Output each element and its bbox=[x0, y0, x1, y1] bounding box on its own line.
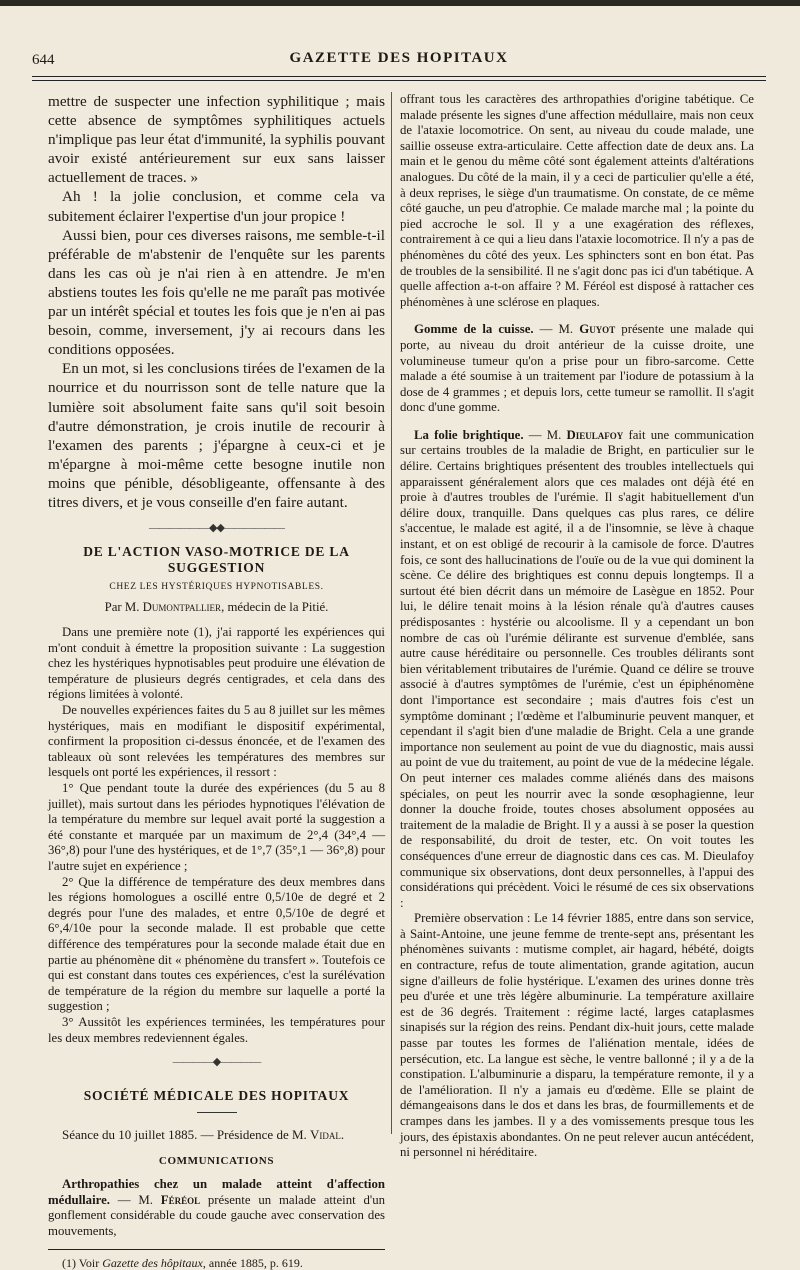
paragraph: En un mot, si les conclusions tirées de l'examen de la nourrice et du nourrisson sont de telle nature que la lumière soit absolument faite sans qu'il soit besoin d'autre démonstration, je crois inutile de recourir à l'examen des parents ; j'épargne à ceux-ci et je m'épargne à moi-même cette besogne inutile non moins que pénible, désobligeante, offensante à des titres divers, et je vous conseille d'en faire autant. bbox=[48, 360, 385, 511]
paragraph-text: fait une communication sur certains troubles de la maladie de Bright, en particulier sur le délire. Certains brightiques présentent des troubles intellectuels qui apparaissent généralement alors que ces malades ont déjà été en proie à d'autres troubles de l'urémie. Il s'agit habituellement d'un délire doux, tranquille. Dans quelques cas plus rares, ce délire s'accentue, le malade est agité, il a de l'insomnie, se lève à chaque instant, et on est obligé de recourir à la camisole de force. D'autres fois, ce sont des hallucinations de l'ouïe ou de la vue qui dominent la scène. Ce délire des brightiques est connu depuis longtemps. Il a surtout été bien décrit dans un mémoire de Lasègue en 1852. Pour lui, le délire tenait moins à la lésion rénale qu'à d'autres causes prédisposantes : hystérie ou alcoolisme. Il y a cependant un bon nombre de cas où l'urémie délirante est survenue d'emblée, sans autre cause héréditaire ou personnelle. Ces troubles délirants sont bien véritablement tributaires de l'urémie. Quand ce délire se trouve associé à d'autres symptômes de l'urémie, c'est un épiphénomène dont l'importance est secondaire ; mais d'autres fois c'est un symptôme dominant ; l'œdème et l'albuminurie peuvent manquer, et cependant il s'agit bien d'une maladie de Bright. Cela a une grande importance non seulement au point de vue du diagnostic, mais aussi au point de vue du traitement, au point de vue de la médecine légale. On peut interner ces malades comme aliénés dans des maisons spéciales, on peut les nourrir avec la sonde œsophagienne, leur donner la douche froide, toutes choses absolument opposées au traitement de la maladie de Bright. Il y a aussi à se poser la question de responsabilité, du droit de tester, etc. On voit toutes les conséquences d'une erreur de diagnostic dans ces cas. M. Dieulafoy communique six observations, dont deux personnelles, à l'appui des considérations qui précèdent. Voici le résumé de ces six observations : bbox=[400, 427, 754, 910]
footnote bbox=[48, 1256, 385, 1270]
footnote-number: (1) Voir bbox=[62, 1256, 103, 1270]
author-name: Féréol bbox=[160, 1192, 201, 1207]
subsection-title: La folie brightique. bbox=[414, 427, 524, 442]
paragraph: mettre de suspecter une infection syphilitique ; mais cette absence de symptômes syphilitiques actuels n'implique pas leur état d'immunité, la syphilis pouvant avoir existé antérieurement sur eux sans laisser actuellement de traces. » bbox=[48, 93, 385, 187]
section-ornament: ——————◆◆—————— bbox=[149, 522, 284, 535]
column-divider bbox=[391, 92, 392, 1134]
paragraph bbox=[400, 322, 754, 416]
page-header bbox=[32, 50, 766, 72]
paragraph: 3° Aussitôt les expériences terminées, les températures pour les deux membres redeviennent égales. bbox=[48, 1014, 385, 1045]
subsection-title: Arthropathies chez un malade atteint d'affection médullaire. bbox=[48, 1177, 385, 1207]
byline-author: Dumontpallier bbox=[142, 600, 222, 615]
dash: — M. bbox=[109, 1192, 161, 1207]
paragraph bbox=[48, 1177, 385, 1239]
short-rule bbox=[197, 1112, 237, 1113]
running-head: GAZETTE DES HOPITAUX bbox=[289, 50, 509, 66]
page-number: 644 bbox=[32, 52, 55, 68]
scan-top-edge bbox=[0, 0, 800, 6]
paragraph: Dans une première note (1), j'ai rapporté les expériences qui m'ont conduit à émettre la proposition suivante : La suggestion chez les hystériques hypnotisables peut produire une élévation de température de plusieurs degrés centigrades, et cela dans des régions limitées à volonté. bbox=[48, 625, 385, 702]
left-column bbox=[48, 92, 385, 1270]
dash: — M. bbox=[533, 322, 580, 337]
seance-president: Vidal bbox=[310, 1127, 341, 1143]
subsection-title: Gomme de la cuisse. bbox=[414, 322, 534, 337]
seance-prefix: Séance du 10 juillet 1885. — Présidence de M. bbox=[62, 1127, 307, 1143]
communications-heading: COMMUNICATIONS bbox=[158, 1155, 275, 1168]
paragraph: 1° Que pendant toute la durée des expériences (du 5 au 8 juillet), mais surtout dans les périodes hypnotiques l'élévation de la température du membre sur lequel avait porté la suggestion a été constante et marquée par un maximum de 2°,4 (34°,4 — 36°,8) pour l'une des hystériques, et de 1°,7 (35°,1 — 36°,8) pour l'autre sujet en expérience ; bbox=[48, 781, 385, 873]
paragraph: De nouvelles expériences faites du 5 au 8 juillet sur les mêmes hystériques, mais en modifiant le dispositif expérimental, confirment la proposition ci-dessus énoncée, et de l'examen des tableaux où sont relevées les températures des membres sur lesquels ont porté les expériences, il ressort : bbox=[48, 703, 385, 780]
paragraph: Ah ! la jolie conclusion, et comme cela va subitement éclairer l'expertise d'un jour propice ! bbox=[48, 188, 385, 225]
paragraph: offrant tous les caractères des arthropathies d'origine tabétique. Ce malade présente les signes d'une affection médullaire, mais non ceux de l'ataxie locomotrice. On sent, au niveau du coude malade, une saillie osseuse extra-articulaire. Cette affection date de deux ans. La main et le genou du même côté sont également atteints d'altérations analogues. Du côté de la main, il y a ceci de particulier qu'elle a été, à deux reprises, le siège d'un traumatisme. On constate, de ce même côté gauche, un peu d'atrophie. Ce malade marche mal ; la pointe du pied accroche le sol. Il y a une exagération des réflexes, contrairement à ce qui a lieu dans l'ataxie locomotrice. Il n'y a pas de phénomènes du côté des yeux. Les sphincters sont en bon état. Pas de troubles de la sensibilité. Il ne s'agit donc pas ici d'un tabétique. A quelle affection a-t-on affaire ? M. Féréol est disposé à rattacher ces phénomènes à une sclérose en plaques. bbox=[400, 92, 754, 309]
header-rule-thin bbox=[32, 80, 766, 81]
byline-prefix: Par M. bbox=[104, 600, 140, 615]
seance-suffix: . bbox=[340, 1127, 345, 1143]
article-subtitle: CHEZ LES HYSTÉRIQUES HYPNOTISABLES. bbox=[109, 582, 324, 593]
paragraph: Aussi bien, pour ces diverses raisons, me semble-t-il préférable de m'abstenir de l'enquête sur les parents dans les cas où je n'ai rien à en attendre. Je m'en abstiens toutes les fois qu'elle ne me paraît pas motivée par un intérêt spécial et toutes les fois que je n'en ai pas besoin, comme, inversement, j'y ai recours dans les conditions opposées. bbox=[48, 226, 385, 359]
author-name: Dieulafoy bbox=[566, 427, 624, 442]
footnote-ref: , année 1885, p. 619. bbox=[202, 1256, 303, 1270]
footnote-journal: Gazette des hôpitaux bbox=[102, 1256, 203, 1270]
paragraph: 2° Que la différence de température des deux membres dans les régions homologues a oscillé entre 0,5/10e de degré et 2 degrés pour l'une des malades, et entre 0,5/10e de degré et 6°,4/10e pour la seconde malade. Il est probable que cette différence des températures pour la seconde malade était due en partie au phénomène dit « phénomène du transfert ». Toutefois ce qui est constant dans toutes ces expériences, c'est la surélévation de température de la région du membre sur laquelle a porté la suggestion ; bbox=[48, 874, 385, 1014]
byline-suffix: , médecin de la Pitié. bbox=[221, 600, 329, 615]
spacer bbox=[400, 310, 754, 322]
right-column bbox=[400, 92, 754, 1160]
header-rule-thick bbox=[32, 76, 766, 77]
dash: — M. bbox=[523, 427, 567, 442]
spacer bbox=[400, 416, 754, 428]
article-byline bbox=[48, 600, 385, 615]
author-name: Guyot bbox=[579, 322, 616, 337]
footnote-rule bbox=[48, 1249, 385, 1250]
paragraph: Première observation : Le 14 février 1885, entre dans son service, à Saint-Antoine, une jeune femme de trente-sept ans, présentant les phénomènes suivants : mutisme complet, air hagard, hébété, doigts en contracture, refus de toute alimentation, grande agitation, aucun signe d'ailleurs de folie hystérique. L'examen des urines donne très peu d'urée et une très légère albuminurie. La température axillaire est de 36 degrés. Traitement : régime lacté, larges cataplasmes sinapisés sur la région des reins. Pendant dix-huit jours, cette malade passe par toutes les formes de l'aliénation mentale, idées de persécution, etc. La langue est sèche, le ventre ballonné ; il y a de la constipation. L'albuminurie a disparu, la température remonte, il y a de l'amélioration. Il n'y a jamais eu d'œdème. Elle se plaint de démangeaisons dans le dos et dans les bras, de fourmillements et de crampes dans les jambes. Il y a des vomissements presque tous les jours, des épistaxis abondantes. On ne peut relever aucun antécédent, ni personnel ni héréditaire. bbox=[400, 911, 754, 1160]
paragraph-text: présente un malade atteint d'un gonflement considérable du coude gauche avec conservation des mouvements, bbox=[48, 1192, 385, 1238]
society-title: SOCIÉTÉ MÉDICALE DES HOPITAUX bbox=[83, 1088, 350, 1104]
section-ornament: ————◆———— bbox=[172, 1056, 261, 1069]
paragraph-text: présente une malade qui porte, au niveau du droit antérieur de la cuisse droite, une volumineuse tumeur qu'on a prise pour un fibro-sarcome. Cette malade a été soumise à un traitement par l'iodure de potassium à la dose de 4 grammes ; et depuis lors, cette tumeur se ramollit. Il s'agit donc d'une gomme. bbox=[400, 322, 754, 415]
paragraph bbox=[400, 428, 754, 911]
seance-line bbox=[48, 1127, 385, 1143]
article-title: DE L'ACTION VASO-MOTRICE DE LA SUGGESTION bbox=[83, 544, 350, 576]
